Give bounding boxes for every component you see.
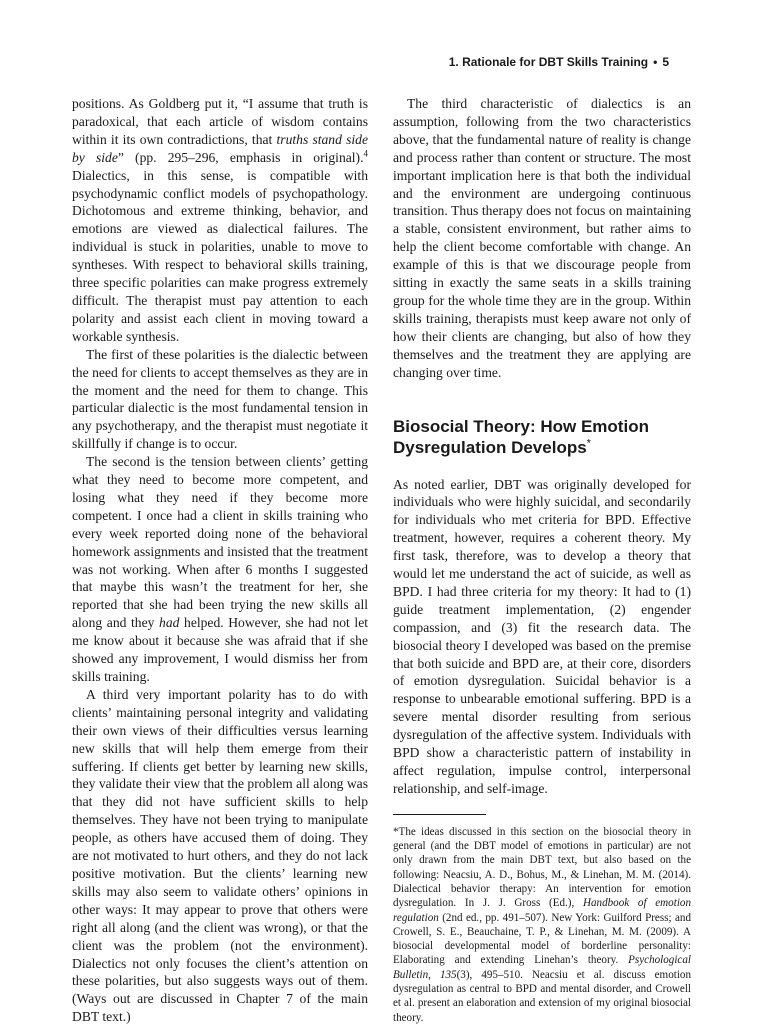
paragraph-goldberg-quote <box>72 95 368 346</box>
emphasis-text: truths stand side by side <box>72 131 368 165</box>
paragraph-first-polarity: The first of these polarities is the dialectic between the need for clients to accept themselves as they are in the moment and the need for them to change. This particular dialectic is the most fundamental tension in any psychotherapy, and the therapist must negotiate it skillfully if change is to occur. <box>72 346 368 452</box>
emphasis-text: Handbook of emotion regulation <box>393 897 691 924</box>
paragraph-third-characteristic: The third characteristic of dialectics is an assumption, following from the two characteristics above, that the fundamental nature of reality is change and process rather than content or structure. The most important implication here is that both the individual and the environment are undergoing continuous transition. Thus therapy does not focus on maintaining a stable, consistent environment, but rather aims to help the client become comfortable with change. An example of this is that we discourage people from sitting in exactly the same seats in a skills training group for the whole time they are in the group. Within skills training, therapists must keep aware not only of how their clients are changing, but also of how they themselves and the treatment they are applying are changing over time. <box>393 96 691 380</box>
text-run: helped. However, she had not let me know about it because she was afraid that if she showed any improvement, I would dismiss her from skills training. <box>72 615 369 684</box>
emphasis-text: 135 <box>439 968 457 981</box>
left-column <box>72 95 368 1026</box>
paragraph-biosocial-theory: As noted earlier, DBT was originally developed for individuals who were highly suicidal, and secondarily for individuals who met criteria for BPD. Effective treatment, however, requires a coherent theory. My first task, therefore, was to develop a theory that would let me understand the act of suicide, as well as BPD. I had three criteria for my theory: It had to (1) guide treatment implementation, (2) engender compassion, and (3) fit the research data. The biosocial theory I developed was based on the premise that both suicide and BPD are, at their core, disorders of emotion dysregulation. Suicidal behavior is a response to unbearable emotional suffering. BPD is a severe mental disorder resulting from serious dysregulation of the affective system. Individuals with BPD show a characteristic pattern of instability in affect regulation, impulse control, interpersonal relationship, and self-image. <box>393 476 691 796</box>
footnote-marker: * <box>586 436 591 449</box>
text-run: (3), 495–510. Neacsiu et al. discuss emotion dysregulation as central to BPD and mental disorder, and Crowell et al. present an elaboration and extension of my original biosocial theory. <box>393 968 691 1024</box>
text-run: positions. As Goldberg put it, “I assume that truth is paradoxical, that each article of wisdom contains within it its own contradictions, that <box>72 96 368 147</box>
text-run: (2nd ed., pp. 491–507). New York: Guilford Press; and Crowell, S. E., Beauchaine, T. P., & Linehan, M. M. (2009). A biosocial developmental model of borderline personality: Elaborating and extending Linehan’s theory. <box>393 911 691 967</box>
text-run: , <box>428 968 440 981</box>
section-heading-text: Biosocial Theory: How Emotion Dysregulation Develops <box>393 416 649 457</box>
section-heading <box>393 416 691 458</box>
emphasis-text: Psychological Bulletin <box>393 954 691 981</box>
page-number: 5 <box>662 55 669 69</box>
footnote <box>393 825 691 1025</box>
text-run: ” (pp. 295–296, emphasis in original). <box>117 149 364 165</box>
paragraph-second-polarity <box>72 453 368 686</box>
text-run: Dialectics, in this sense, is compatible with psychodynamic conflict models of psychopathology. Dichotomous and extreme thinking, behavior, and emotions are viewed as dialectical failures. The individual is stuck in polarities, unable to move to syntheses. With respect to behavioral skills training, three specific polarities can make progress extremely difficult. The therapist must pay attention to each polarity and assist each client in moving toward a workable synthesis. <box>72 167 368 344</box>
footnote-divider <box>393 814 486 815</box>
running-head-title: 1. Rationale for DBT Skills Training <box>448 55 649 69</box>
right-column <box>393 95 691 1025</box>
running-head-separator: • <box>653 55 658 69</box>
text-run: *The ideas discussed in this section on the biosocial theory in general (and the DBT model of emotions in particular) are not only drawn from the main DBT text, but also based on the following: Neacsiu, A. D., Bohus, M., & Linehan, M. M. (2014). Dialectical behavior therapy: An intervention for emotion dysregulation. In J. J. Gross (Ed.), <box>393 825 691 910</box>
endnote-marker: 4 <box>363 148 368 159</box>
paragraph-third-polarity: A third very important polarity has to do with clients’ maintaining personal integrity and validating their own views of their difficulties versus learning new skills that will help them emerge from their suffering. If clients get better by learning new skills, they validate their view that the problem all along was that they did not have sufficient skills to help themselves. They have not been trying to manipulate people, as others have accused them of doing. They are not motivated to hurt others, and they do not lack positive motivation. But the clients’ learning new skills may also seem to validate others’ opinions in other ways: It may appear to prove that others were right all along (and the client was wrong), or that the client was the problem (not the environment). Dialectics not only focuses the client’s attention on these polarities, but also suggests ways out of them. (Ways out are discussed in Chapter 7 of the main DBT text.) <box>72 686 368 1025</box>
text-run: The second is the tension between clients’ getting what they need to become more competent, and losing what they need if they become more competent. I once had a client in skills training who every week reported doing none of the behavioral homework assignments and insisted that the treatment was not working. When after 6 months I suggested that maybe this wasn’t the treatment for her, she reported that she had been trying the new skills all along and they <box>72 454 368 631</box>
emphasis-text: had <box>159 615 180 631</box>
running-head <box>449 55 669 69</box>
